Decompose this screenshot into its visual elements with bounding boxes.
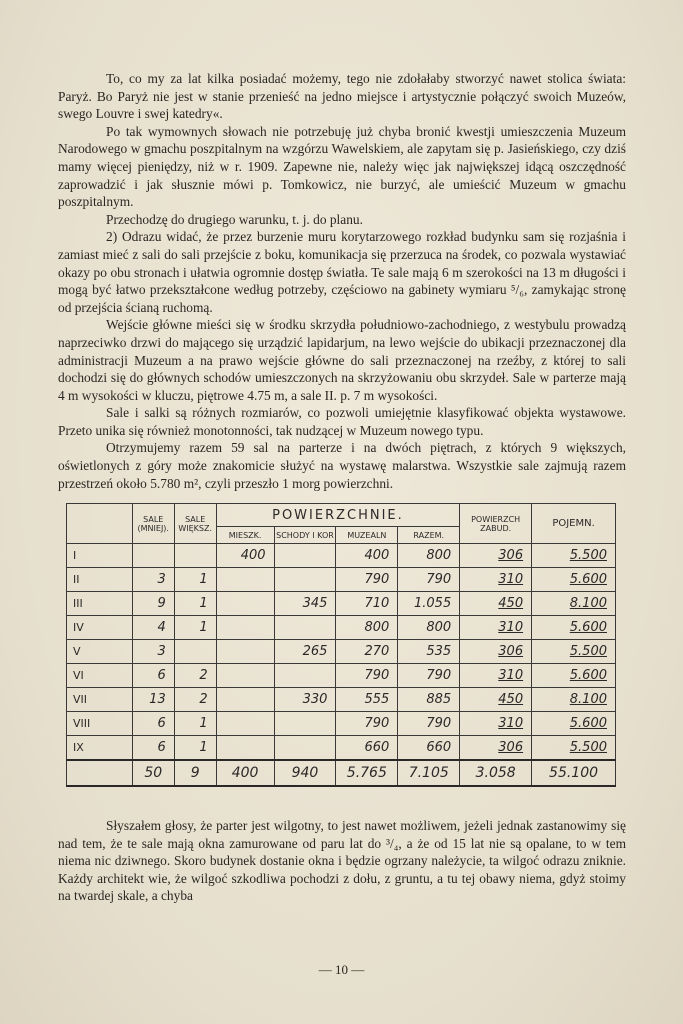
cell-mniej: 6 bbox=[132, 664, 174, 688]
cell-floor: VIII bbox=[67, 712, 133, 736]
header-sale-wieksze: SALE WIĘKSZ. bbox=[174, 504, 216, 544]
cell-razem: 790 bbox=[398, 664, 460, 688]
cell-floor: IX bbox=[67, 736, 133, 761]
paragraph: Otrzymujemy razem 59 sal na parterze i na dwóch piętrach, z których 9 większych, oświetlonych z góry może znakomicie służyć na wystawę malarstwa. Wszystkie sale zajmują razem przestrzeń około 5.780 m², czyli przeszło 1 morg powierzchni. bbox=[58, 440, 626, 491]
cell-pojemn: 5.600 bbox=[532, 712, 616, 736]
area-table-wrapper bbox=[66, 503, 616, 787]
cell-wieksze bbox=[174, 544, 216, 568]
paragraph: To, co my za lat kilka posiadać możemy, tego nie zdołałaby stworzyć nawet stolica świata: Paryż. Bo Paryż nie jest w stanie przenieść na jedno miejsce i artystycznie połączyć swoich Muzeów, swego Louvre i swej katedry«. bbox=[58, 71, 626, 122]
table-row bbox=[67, 640, 616, 664]
paragraph: Słyszałem głosy, że parter jest wilgotny, to jest nawet możliwem, jeżeli jednak zastanowimy się nad tem, że te sale mają okna zamurowane od paru lat do ³/₄, a że od 15 lat nie są opalane, to w tem niema nic dziwnego. Skoro budynek dostanie okna i będzie ogrzany należycie, ta wilgoć odrazu zniknie. Każdy architekt wie, że wilgoć szkodliwa pochodzi z dołu, z gruntu, a tu tej obawy niema, gdyż stoimy na twardej skale, a chyba bbox=[58, 818, 626, 904]
paragraph: 2) Odrazu widać, że przez burzenie muru korytarzowego rozkład budynku sam się rozjaśnia i zamiast mieć z sali do sali przejście z boku, komunikacja się przerzuca na środek, co pozwala wystawiać okazy po obu stronach i ułatwia ogromnie dostęp światła. Te sale mają 6 m szerokości na 13 m długości i mogą być łatwo przekształcone według potrzeby, częściowo na gabinety wymiaru ⁵/₆, zamykając stronę od przejścia ścianą ruchomą. bbox=[58, 229, 626, 315]
cell-wieksze: 2 bbox=[174, 664, 216, 688]
cell-zabud: 310 bbox=[460, 664, 532, 688]
header-floor bbox=[67, 504, 133, 544]
header-razem: RAZEM. bbox=[398, 527, 460, 544]
total-schody: 940 bbox=[274, 760, 336, 786]
paragraph: Sale i salki są różnych rozmiarów, co pozwoli umiejętnie klasyfikować objekta wystawowe. Przeto unika się również monotonności, tak nudzącej w Muzeum nowego typu. bbox=[58, 405, 626, 438]
total-zabud: 3.058 bbox=[460, 760, 532, 786]
cell-pojemn: 5.500 bbox=[532, 544, 616, 568]
cell-schody bbox=[274, 664, 336, 688]
cell-schody: 265 bbox=[274, 640, 336, 664]
cell-mieszk bbox=[216, 592, 274, 616]
header-sale-mniej: SALE (MNIEJ). bbox=[132, 504, 174, 544]
cell-mieszk bbox=[216, 688, 274, 712]
cell-floor: VI bbox=[67, 664, 133, 688]
cell-mieszk: 400 bbox=[216, 544, 274, 568]
cell-zabud: 306 bbox=[460, 544, 532, 568]
cell-wieksze bbox=[174, 640, 216, 664]
table-row bbox=[67, 712, 616, 736]
cell-mniej: 3 bbox=[132, 640, 174, 664]
cell-mniej: 6 bbox=[132, 736, 174, 761]
cell-wieksze: 1 bbox=[174, 712, 216, 736]
cell-schody bbox=[274, 544, 336, 568]
cell-schody bbox=[274, 736, 336, 761]
cell-muzealn: 555 bbox=[336, 688, 398, 712]
header-pow-zabud: POWIERZCH ZABUD. bbox=[460, 504, 532, 544]
total-wieksze: 9 bbox=[174, 760, 216, 786]
table-row bbox=[67, 736, 616, 761]
cell-wieksze: 2 bbox=[174, 688, 216, 712]
cell-razem: 1.055 bbox=[398, 592, 460, 616]
cell-mniej: 6 bbox=[132, 712, 174, 736]
cell-zabud: 450 bbox=[460, 688, 532, 712]
cell-floor: II bbox=[67, 568, 133, 592]
cell-wieksze: 1 bbox=[174, 592, 216, 616]
cell-mniej bbox=[132, 544, 174, 568]
cell-mieszk bbox=[216, 640, 274, 664]
cell-zabud: 450 bbox=[460, 592, 532, 616]
cell-muzealn: 270 bbox=[336, 640, 398, 664]
cell-mniej: 9 bbox=[132, 592, 174, 616]
cell-schody bbox=[274, 616, 336, 640]
cell-muzealn: 660 bbox=[336, 736, 398, 761]
table-totals-row bbox=[67, 760, 616, 786]
cell-mniej: 4 bbox=[132, 616, 174, 640]
table-row bbox=[67, 592, 616, 616]
page-number: — 10 — bbox=[318, 962, 365, 977]
cell-zabud: 310 bbox=[460, 712, 532, 736]
cell-razem: 535 bbox=[398, 640, 460, 664]
cell-zabud: 310 bbox=[460, 616, 532, 640]
header-mieszk: MIESZK. bbox=[216, 527, 274, 544]
cell-mniej: 13 bbox=[132, 688, 174, 712]
cell-razem: 800 bbox=[398, 544, 460, 568]
cell-schody: 330 bbox=[274, 688, 336, 712]
cell-mniej: 3 bbox=[132, 568, 174, 592]
table-row bbox=[67, 544, 616, 568]
cell-muzealn: 790 bbox=[336, 712, 398, 736]
cell-floor: IV bbox=[67, 616, 133, 640]
cell-floor: V bbox=[67, 640, 133, 664]
cell-mieszk bbox=[216, 736, 274, 761]
table-body bbox=[67, 544, 616, 761]
cell-floor: VII bbox=[67, 688, 133, 712]
table-row bbox=[67, 688, 616, 712]
cell-muzealn: 800 bbox=[336, 616, 398, 640]
cell-pojemn: 5.600 bbox=[532, 664, 616, 688]
total-razem: 7.105 bbox=[398, 760, 460, 786]
header-muzealn: MUZEALN bbox=[336, 527, 398, 544]
cell-wieksze: 1 bbox=[174, 568, 216, 592]
cell-pojemn: 8.100 bbox=[532, 688, 616, 712]
area-table bbox=[66, 503, 616, 787]
header-pojemn: POJEMN. bbox=[532, 504, 616, 544]
cell-wieksze: 1 bbox=[174, 736, 216, 761]
total-mieszk: 400 bbox=[216, 760, 274, 786]
table-row bbox=[67, 616, 616, 640]
header-schody: SCHODY I KOR bbox=[274, 527, 336, 544]
cell-floor: I bbox=[67, 544, 133, 568]
cell-pojemn: 5.500 bbox=[532, 736, 616, 761]
body-text-bottom bbox=[58, 817, 626, 905]
cell-razem: 885 bbox=[398, 688, 460, 712]
cell-wieksze: 1 bbox=[174, 616, 216, 640]
cell-muzealn: 400 bbox=[336, 544, 398, 568]
cell-zabud: 306 bbox=[460, 640, 532, 664]
body-text-top bbox=[58, 70, 626, 492]
cell-muzealn: 790 bbox=[336, 664, 398, 688]
cell-pojemn: 5.600 bbox=[532, 568, 616, 592]
cell-razem: 660 bbox=[398, 736, 460, 761]
cell-razem: 790 bbox=[398, 568, 460, 592]
total-mniej: 50 bbox=[132, 760, 174, 786]
paragraph: Przechodzę do drugiego warunku, t. j. do planu. bbox=[106, 211, 363, 227]
header-powierzchnie: POWIERZCHNIE. bbox=[216, 504, 460, 527]
cell-schody: 345 bbox=[274, 592, 336, 616]
cell-floor: III bbox=[67, 592, 133, 616]
cell-razem: 800 bbox=[398, 616, 460, 640]
paragraph: Po tak wymownych słowach nie potrzebuję już chyba bronić kwestji umieszczenia Muzeum Narodowego w gmachu poszpitalnym na wzgórzu Wawelskiem, ale zapytam się p. Jasieńskiego, czy dziś mamy więcej pieniędzy, niż w r. 1909. Zapewne nie, należy więc jak największej idącą oszczędność zaprowadzić i jak słusznie mówi p. Tomkowicz, nie burzyć, ale umieścić Muzeum w gmachu poszpitalnym. bbox=[58, 123, 626, 210]
cell-schody bbox=[274, 712, 336, 736]
cell-muzealn: 790 bbox=[336, 568, 398, 592]
total-floor bbox=[67, 760, 133, 786]
paragraph: Wejście główne mieści się w środku skrzydła południowo-zachodniego, z westybulu prowadzą naprzeciwko drzwi do mającego się urządzić lapidarjum, na lewo wejście do ubikacji przeznaczonej dla administracji Muzeum a na prawo wejście główne do sali przeznaczonej na rzeźby, z której to sali dochodzi się do głównych schodów umieszczonych na skrzyżowaniu obu skrzydeł. Sale w parterze mają 4 m wysokości w kluczu, piętrowe 4.75 m, a sale II. p. 7 m wysokości. bbox=[58, 317, 626, 403]
cell-zabud: 310 bbox=[460, 568, 532, 592]
cell-mieszk bbox=[216, 712, 274, 736]
cell-razem: 790 bbox=[398, 712, 460, 736]
cell-mieszk bbox=[216, 568, 274, 592]
cell-mieszk bbox=[216, 664, 274, 688]
cell-zabud: 306 bbox=[460, 736, 532, 761]
table-row bbox=[67, 664, 616, 688]
cell-pojemn: 8.100 bbox=[532, 592, 616, 616]
total-pojemn: 55.100 bbox=[532, 760, 616, 786]
total-muzealn: 5.765 bbox=[336, 760, 398, 786]
cell-schody bbox=[274, 568, 336, 592]
cell-pojemn: 5.600 bbox=[532, 616, 616, 640]
cell-mieszk bbox=[216, 616, 274, 640]
cell-pojemn: 5.500 bbox=[532, 640, 616, 664]
cell-muzealn: 710 bbox=[336, 592, 398, 616]
table-row bbox=[67, 568, 616, 592]
